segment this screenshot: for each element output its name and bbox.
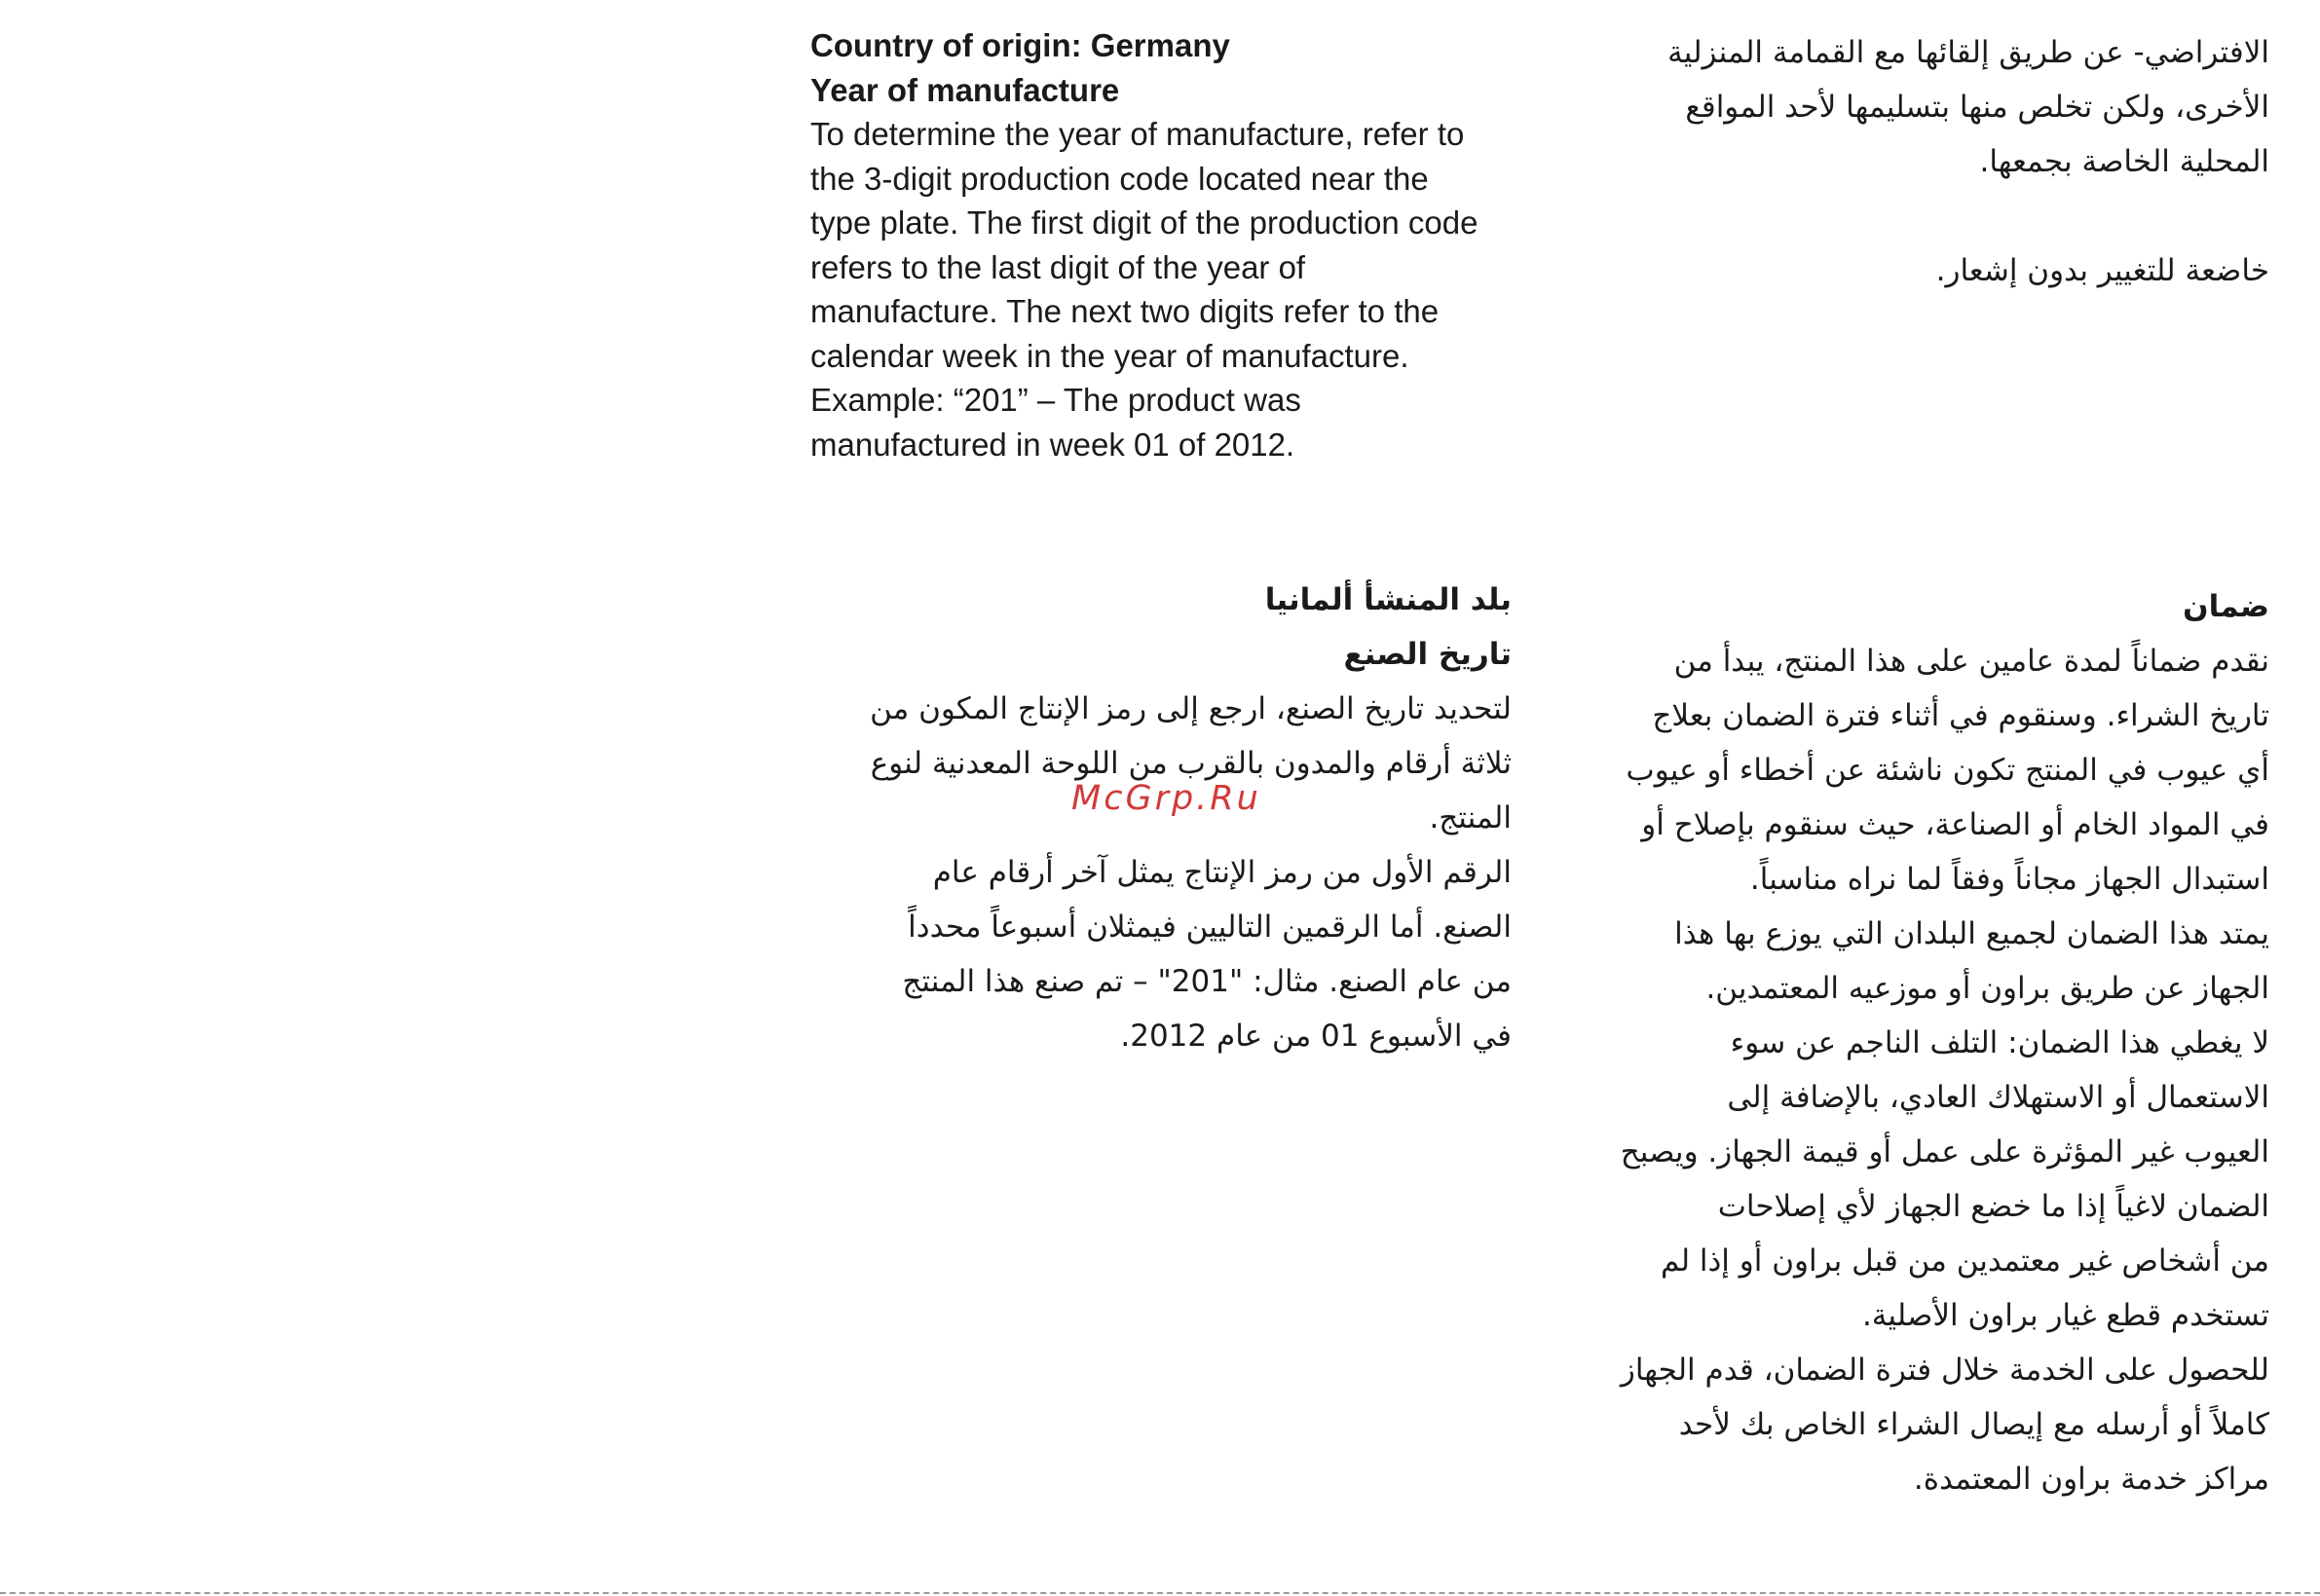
paragraph-line: في المواد الخام أو الصناعة، حيث سنقوم بإصلاح أو (1641, 807, 2269, 842)
paragraph-line: العيوب غير المؤثرة على عمل أو قيمة الجهاز. ويصبح (1620, 1134, 2269, 1169)
paragraph-line: To determine the year of manufacture, refer to (810, 116, 1465, 152)
paragraph-line: الاستعمال أو الاستهلاك العادي، بالإضافة إلى (1727, 1080, 2269, 1115)
paragraph-line: تستخدم قطع غيار براون الأصلية. (1861, 1298, 2269, 1333)
year-heading: تاريخ الصنع (1343, 637, 1512, 672)
paragraph-line: لا يغطي هذا الضمان: التلف الناجم عن سوء (1730, 1025, 2269, 1060)
paragraph-line: أي عيوب في المنتج تكون ناشئة عن أخطاء أو عيوب (1626, 753, 2269, 788)
paragraph-line: المنتج. (1429, 800, 1512, 835)
paragraph-line: المحلية الخاصة بجمعها. (1979, 144, 2269, 179)
origin-heading: بلد المنشأ ألمانيا (1264, 582, 1512, 617)
warranty-heading: ضمان (2183, 589, 2269, 624)
paragraph-line: الضمان لاغياً إذا ما خضع الجهاز لأي إصلاحات (1717, 1189, 2269, 1224)
year-heading: Year of manufacture (810, 71, 1120, 108)
paragraph-line: type plate. The first digit of the production code (810, 204, 1478, 241)
origin-heading: Country of origin: Germany (810, 27, 1230, 63)
paragraph-line: نقدم ضماناً لمدة عامين على هذا المنتج، يبدأ من (1673, 644, 2269, 679)
spacer (1588, 189, 2269, 243)
page-bottom-rule (0, 1592, 2320, 1594)
change-notice: خاضعة للتغيير بدون إشعار. (1935, 253, 2269, 288)
paragraph-line: للحصول على الخدمة خلال فترة الضمان، قدم الجهاز (1620, 1353, 2269, 1388)
paragraph-line: manufacture. The next two digits refer to the (810, 293, 1440, 329)
paragraph-line: calendar week in the year of manufacture. (810, 337, 1409, 374)
paragraph-line: يمتد هذا الضمان لجميع البلدان التي يوزع بها هذا (1674, 916, 2269, 951)
paragraph-line: من عام الصنع. مثال: "201" – تم صنع هذا المنتج (902, 964, 1512, 999)
arabic-warranty-section (1558, 579, 2269, 1506)
paragraph-line: الرقم الأول من رمز الإنتاج يمثل آخر أرقام عام (932, 855, 1512, 890)
paragraph-line: لتحديد تاريخ الصنع، ارجع إلى رمز الإنتاج المكون من (870, 691, 1512, 726)
paragraph-line: استبدال الجهاز مجاناً وفقاً لما نراه مناسباً. (1749, 862, 2269, 897)
paragraph-line: من أشخاص غير معتمدين من قبل براون أو إذا لم (1660, 1243, 2269, 1279)
paragraph-line: Example: “201” – The product was (810, 382, 1301, 418)
paragraph-line: the 3-digit production code located near the (810, 160, 1429, 197)
paragraph-line: الجهاز عن طريق براون أو موزعيه المعتمدين. (1705, 971, 2269, 1006)
paragraph-line: ثلاثة أرقام والمدون بالقرب من اللوحة المعدنية لنوع (870, 746, 1512, 781)
paragraph-line: في الأسبوع 01 من عام 2012. (1120, 1019, 1512, 1054)
paragraph-line: الصنع. أما الرقمين التاليين فيمثلان أسبوعاً محدداً (908, 909, 1512, 945)
watermark: McGrp.Ru (1071, 779, 1261, 818)
paragraph-line: manufactured in week 01 of 2012. (810, 426, 1295, 463)
paragraph-line: refers to the last digit of the year of (810, 248, 1306, 285)
paragraph-line: الأخرى، ولكن تخلص منها بتسليمها لأحد المواقع (1685, 90, 2269, 125)
paragraph-line: كاملاً أو أرسله مع إيصال الشراء الخاص بك لأحد (1678, 1407, 2269, 1442)
paragraph-line: تاريخ الشراء. وسنقوم في أثناء فترة الضمان بعلاج (1652, 698, 2269, 733)
arabic-disposal-section (1588, 25, 2269, 298)
paragraph-line: الافتراضي- عن طريق إلقائها مع القمامة المنزلية (1667, 35, 2269, 70)
arabic-origin-section (801, 573, 1512, 1063)
english-origin-section (810, 23, 1521, 466)
paragraph-line: مراكز خدمة براون المعتمدة. (1913, 1462, 2269, 1497)
